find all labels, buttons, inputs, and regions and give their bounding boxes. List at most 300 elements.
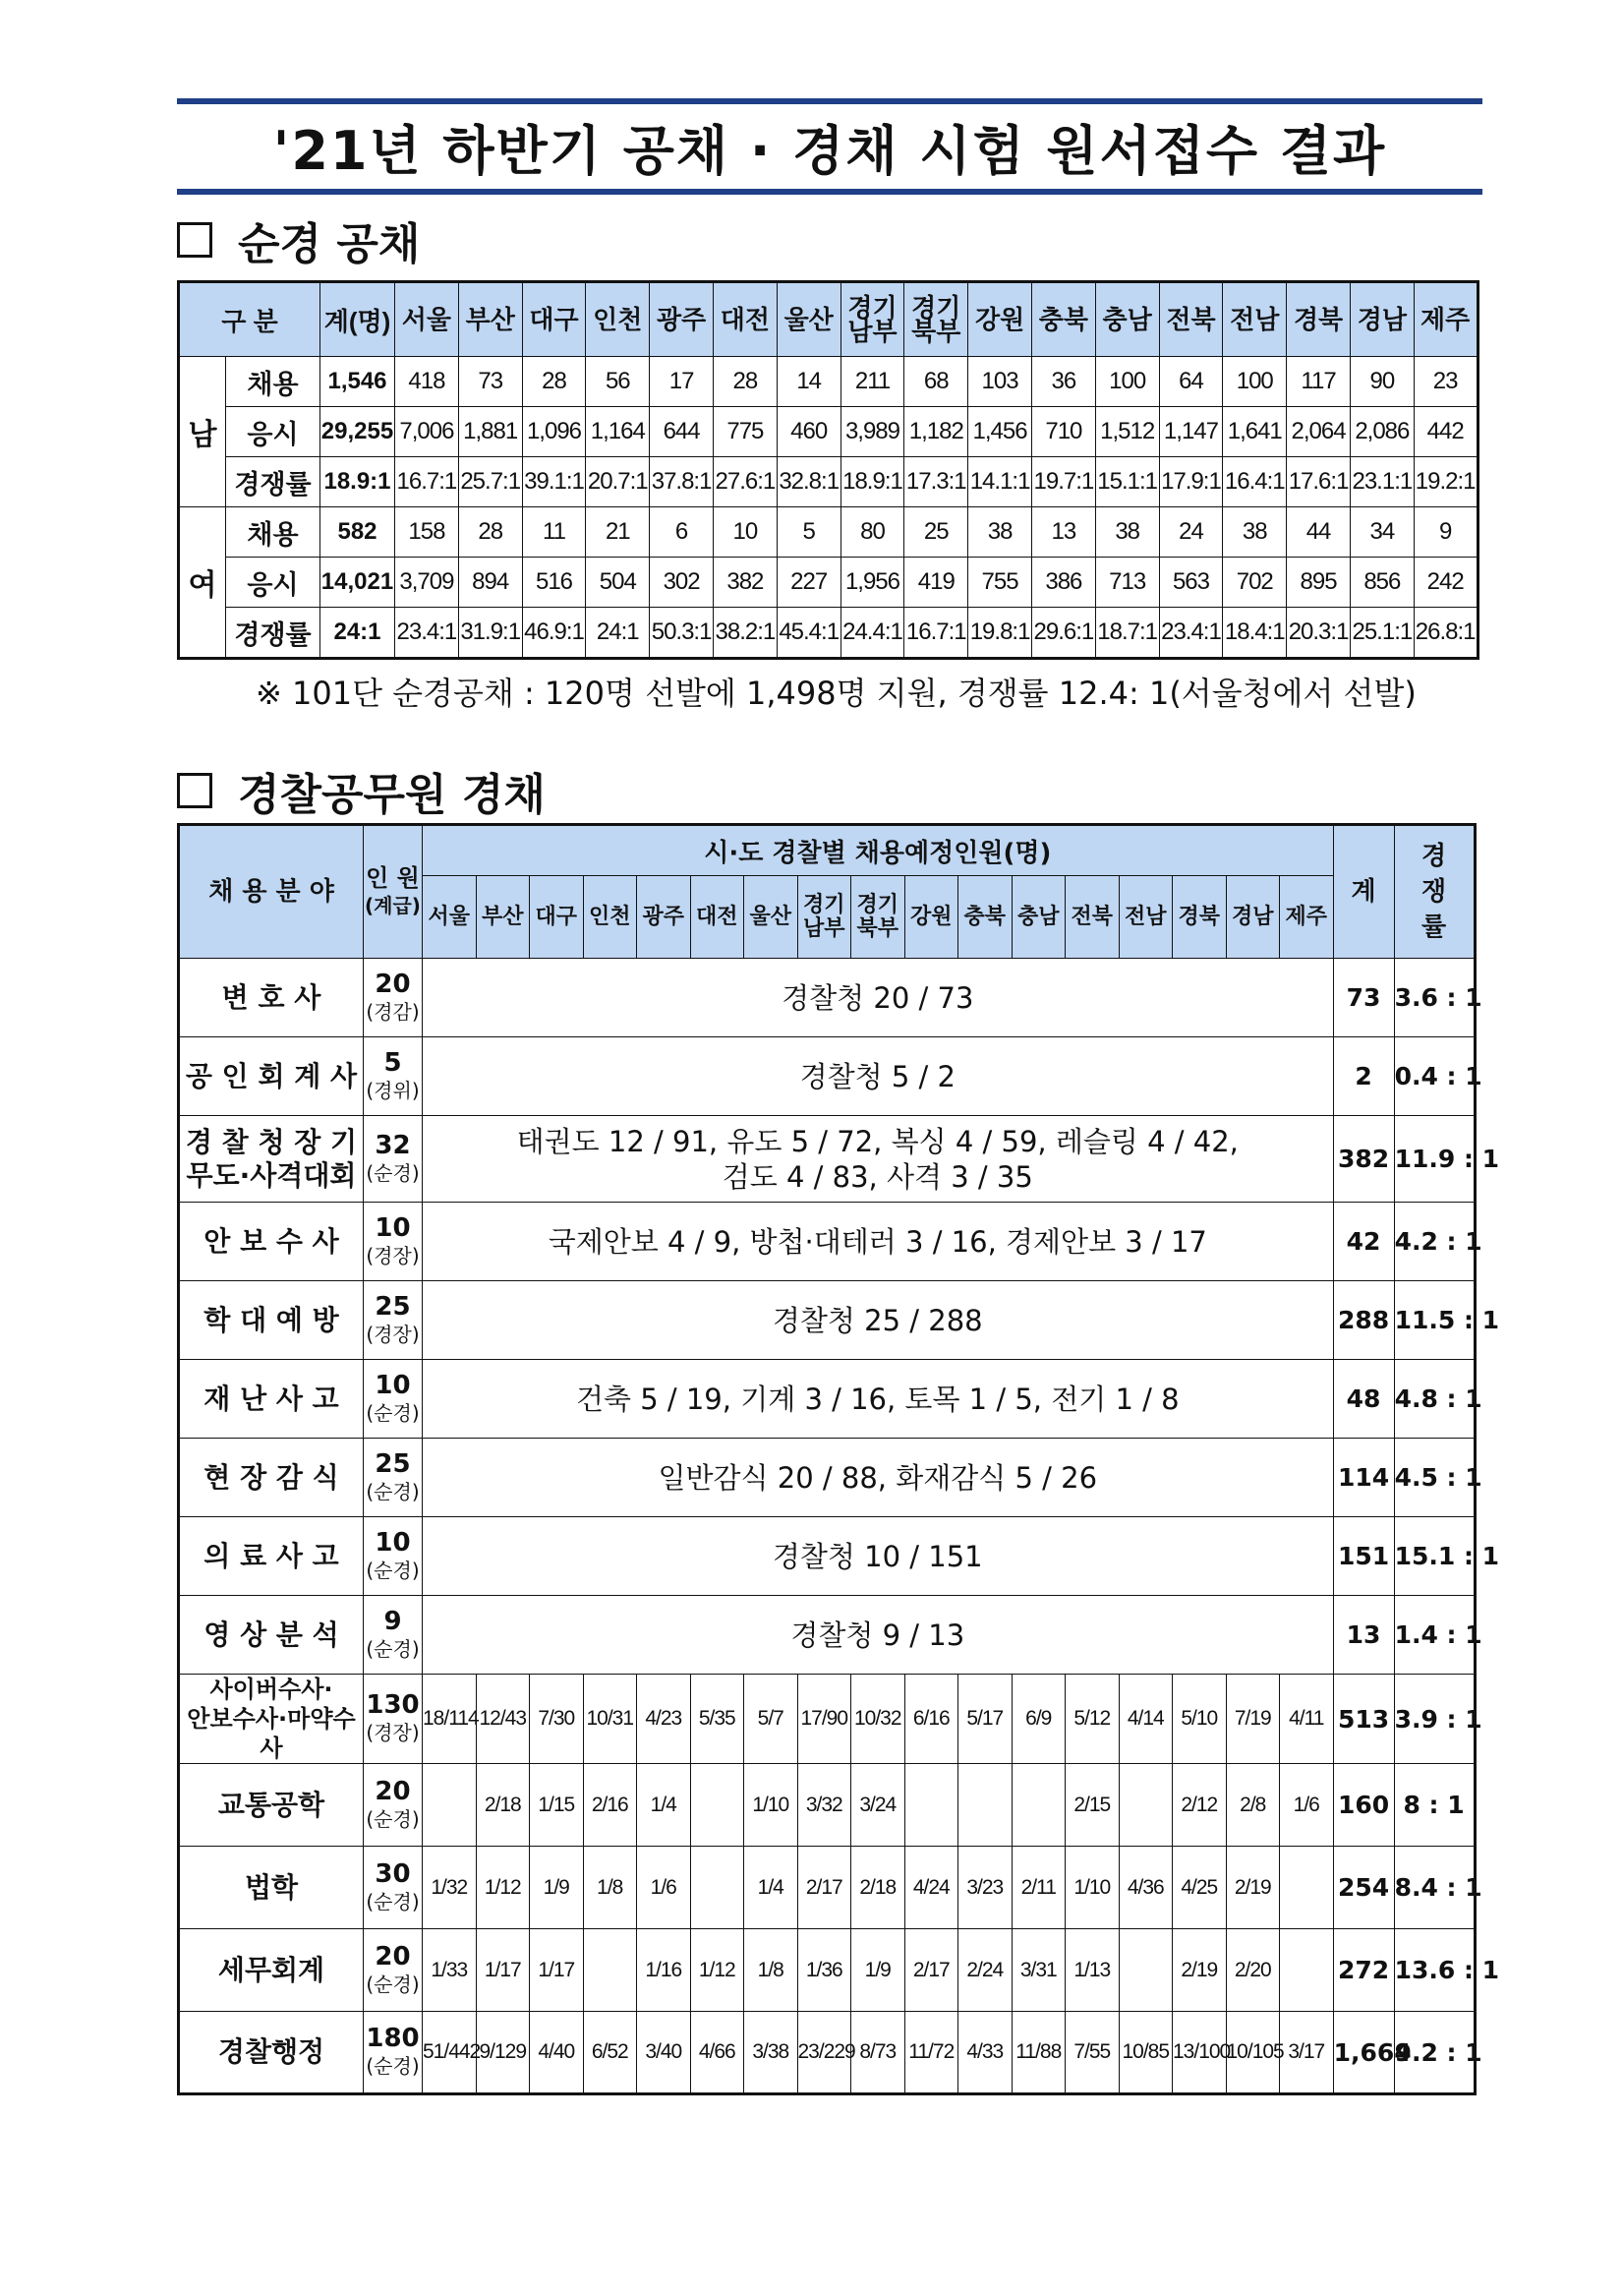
people-rank: (경위) xyxy=(366,1078,420,1102)
table-row xyxy=(179,507,1478,558)
cell-value: 1,182 xyxy=(904,407,968,457)
header-region: 경기 남부 xyxy=(840,282,904,357)
region-cell xyxy=(690,1847,744,1929)
region-cell: 2/17 xyxy=(797,1847,851,1929)
cell-value: 1,164 xyxy=(586,407,650,457)
header-people-label: 인 원 xyxy=(366,864,420,892)
header-region: 경남 xyxy=(1226,876,1280,959)
cell-value: 7,006 xyxy=(395,407,459,457)
cell-value: 24 xyxy=(1159,507,1223,558)
cell-value: 3,989 xyxy=(840,407,904,457)
people-rank: (순경) xyxy=(366,1479,420,1503)
cell-value: 25 xyxy=(904,507,968,558)
cell-value: 1,956 xyxy=(840,558,904,608)
people-count xyxy=(364,1847,423,1929)
cell-value: 14 xyxy=(777,357,840,407)
people-rank: (순경) xyxy=(366,1160,420,1185)
header-region: 경기 북부 xyxy=(851,876,905,959)
header-region: 서울 xyxy=(395,282,459,357)
region-cell: 7/30 xyxy=(530,1675,584,1764)
header-region: 충남 xyxy=(1095,282,1159,357)
region-cell: 2/20 xyxy=(1226,1929,1280,2012)
cell-value: 28 xyxy=(458,507,522,558)
header-people xyxy=(364,825,423,959)
region-cell: 4/40 xyxy=(530,2012,584,2094)
cell-value: 46.9:1 xyxy=(522,608,586,659)
region-cell: 1/33 xyxy=(423,1929,477,2012)
region-cell xyxy=(1280,1929,1334,2012)
region-cell: 1/32 xyxy=(423,1847,477,1929)
cell-value: 895 xyxy=(1287,558,1351,608)
people-number: 10 xyxy=(375,1370,411,1400)
region-cell: 1/8 xyxy=(744,1929,798,2012)
people-rank: (순경) xyxy=(366,1889,420,1913)
header-region: 경남 xyxy=(1350,282,1414,357)
header-region: 대전 xyxy=(713,282,777,357)
field-name: 영 상 분 석 xyxy=(179,1596,364,1675)
header-region: 대구 xyxy=(530,876,584,959)
people-count xyxy=(364,1596,423,1675)
cell-value: 17.6:1 xyxy=(1287,457,1351,507)
region-cell: 7/19 xyxy=(1226,1675,1280,1764)
people-rank: (순경) xyxy=(366,1972,420,1996)
cell-value: 894 xyxy=(458,558,522,608)
cell-value: 24.4:1 xyxy=(840,608,904,659)
note-101: ※ 101단 순경공채 : 120명 선발에 1,498명 지원, 경쟁률 12.4: 1(서울청에서 선발) xyxy=(256,675,1417,712)
region-cell: 3/23 xyxy=(958,1847,1013,1929)
region-cell: 3/38 xyxy=(744,2012,798,2094)
header-region: 제주 xyxy=(1280,876,1334,959)
cell-value: 17.9:1 xyxy=(1159,457,1223,507)
region-cell: 1/6 xyxy=(1280,1764,1334,1847)
region-cell: 4/66 xyxy=(690,2012,744,2094)
people-number: 10 xyxy=(375,1527,411,1558)
cell-value: 117 xyxy=(1287,357,1351,407)
section-heading-2 xyxy=(177,759,546,822)
table-row xyxy=(179,1764,1476,1847)
field-total: 254 xyxy=(1333,1847,1394,1929)
region-cell: 12/43 xyxy=(476,1675,530,1764)
cell-value: 28 xyxy=(713,357,777,407)
row-label: 응시 xyxy=(226,558,320,608)
region-cell: 1/6 xyxy=(637,1847,691,1929)
table-header-row xyxy=(179,825,1476,876)
header-region: 전남 xyxy=(1223,282,1287,357)
header-region: 울산 xyxy=(777,282,840,357)
people-count xyxy=(364,1203,423,1281)
people-count xyxy=(364,1037,423,1116)
header-total-2: 계 xyxy=(1333,825,1394,959)
row-label: 경쟁률 xyxy=(226,608,320,659)
field-name: 세무회계 xyxy=(179,1929,364,2012)
region-cell: 1/12 xyxy=(690,1929,744,2012)
cell-value: 242 xyxy=(1414,558,1478,608)
field-name: 공 인 회 계 사 xyxy=(179,1037,364,1116)
cell-value: 23 xyxy=(1414,357,1478,407)
region-cell: 2/8 xyxy=(1226,1764,1280,1847)
section-heading-1 xyxy=(177,208,420,271)
row-total: 582 xyxy=(320,507,395,558)
table-gyeongchae xyxy=(177,823,1500,2095)
field-description: 경찰청 20 / 73 xyxy=(423,959,1334,1037)
region-cell xyxy=(1012,1764,1066,1847)
people-count xyxy=(364,1675,423,1764)
field-total: 2 xyxy=(1333,1037,1394,1116)
cell-value: 19.2:1 xyxy=(1414,457,1478,507)
cell-value: 460 xyxy=(777,407,840,457)
field-description: 일반감식 20 / 88, 화재감식 5 / 26 xyxy=(423,1439,1334,1517)
cell-value: 16.7:1 xyxy=(904,608,968,659)
header-gubun: 구 분 xyxy=(179,282,320,357)
field-rate: 11.5 : 1 xyxy=(1394,1281,1475,1360)
header-region: 충남 xyxy=(1012,876,1066,959)
cell-value: 80 xyxy=(840,507,904,558)
field-description: 경찰청 9 / 13 xyxy=(423,1596,1334,1675)
cell-value: 24:1 xyxy=(586,608,650,659)
cell-value: 44 xyxy=(1287,507,1351,558)
field-rate: 4.5 : 1 xyxy=(1394,1439,1475,1517)
cell-value: 5 xyxy=(777,507,840,558)
cell-value: 50.3:1 xyxy=(650,608,714,659)
table-row xyxy=(179,1203,1476,1281)
cell-value: 56 xyxy=(586,357,650,407)
table-row xyxy=(179,1116,1476,1203)
cell-value: 21 xyxy=(586,507,650,558)
table-row xyxy=(179,1281,1476,1360)
region-cell: 1/9 xyxy=(530,1847,584,1929)
field-total: 272 xyxy=(1333,1929,1394,2012)
table-row xyxy=(179,407,1478,457)
region-cell: 1/9 xyxy=(851,1929,905,2012)
table-header-row xyxy=(179,282,1478,357)
people-count xyxy=(364,1360,423,1439)
row-total: 1,546 xyxy=(320,357,395,407)
region-cell xyxy=(904,1764,958,1847)
cell-value: 227 xyxy=(777,558,840,608)
field-name: 사이버수사· 안보수사·마약수사 xyxy=(179,1675,364,1764)
region-cell xyxy=(423,1764,477,1847)
header-region: 경기 북부 xyxy=(904,282,968,357)
region-cell: 1/10 xyxy=(1066,1847,1120,1929)
region-cell: 6/16 xyxy=(904,1675,958,1764)
people-rank: (순경) xyxy=(366,1558,420,1582)
cell-value: 1,147 xyxy=(1159,407,1223,457)
cell-value: 38 xyxy=(1095,507,1159,558)
cell-value: 29.6:1 xyxy=(1031,608,1095,659)
region-cell: 4/23 xyxy=(637,1675,691,1764)
field-name: 변 호 사 xyxy=(179,959,364,1037)
field-rate: 9.2 : 1 xyxy=(1394,2012,1475,2094)
region-cell: 6/52 xyxy=(583,2012,637,2094)
cell-value: 856 xyxy=(1350,558,1414,608)
cell-value: 39.1:1 xyxy=(522,457,586,507)
people-number: 180 xyxy=(366,2024,420,2053)
table-row xyxy=(179,1037,1476,1116)
cell-value: 38 xyxy=(1223,507,1287,558)
cell-value: 14.1:1 xyxy=(968,457,1032,507)
people-rank: (경장) xyxy=(366,1243,420,1267)
table-row xyxy=(179,558,1478,608)
cell-value: 158 xyxy=(395,507,459,558)
field-description: 경찰청 5 / 2 xyxy=(423,1037,1334,1116)
cell-value: 2,086 xyxy=(1350,407,1414,457)
cell-value: 38.2:1 xyxy=(713,608,777,659)
table-row xyxy=(179,2012,1476,2094)
cell-value: 2,064 xyxy=(1287,407,1351,457)
field-description: 경찰청 10 / 151 xyxy=(423,1517,1334,1596)
region-cell: 1/12 xyxy=(476,1847,530,1929)
field-name: 법학 xyxy=(179,1847,364,1929)
field-description: 태권도 12 / 91, 유도 5 / 72, 복싱 4 / 59, 레슬링 4 / 42, 검도 4 / 83, 사격 3 / 35 xyxy=(423,1116,1334,1203)
region-cell xyxy=(583,1929,637,2012)
cell-value: 20.7:1 xyxy=(586,457,650,507)
cell-value: 504 xyxy=(586,558,650,608)
region-cell: 9/129 xyxy=(476,2012,530,2094)
people-number: 130 xyxy=(366,1690,420,1720)
header-region: 대구 xyxy=(522,282,586,357)
header-region: 서울 xyxy=(423,876,477,959)
region-cell: 1/13 xyxy=(1066,1929,1120,2012)
people-rank: (경장) xyxy=(366,1322,420,1346)
header-region: 광주 xyxy=(650,282,714,357)
cell-value: 18.9:1 xyxy=(840,457,904,507)
region-cell xyxy=(690,1764,744,1847)
region-cell: 4/24 xyxy=(904,1847,958,1929)
people-number: 20 xyxy=(375,1941,411,1972)
cell-value: 10 xyxy=(713,507,777,558)
people-number: 20 xyxy=(375,1776,411,1806)
cell-value: 710 xyxy=(1031,407,1095,457)
region-cell xyxy=(958,1764,1013,1847)
field-name: 학 대 예 방 xyxy=(179,1281,364,1360)
region-cell: 2/12 xyxy=(1173,1764,1227,1847)
header-region: 대전 xyxy=(690,876,744,959)
people-number: 30 xyxy=(375,1858,411,1889)
field-name: 재 난 사 고 xyxy=(179,1360,364,1439)
cell-value: 23.4:1 xyxy=(395,608,459,659)
header-field: 채 용 분 야 xyxy=(179,825,364,959)
cell-value: 1,881 xyxy=(458,407,522,457)
region-cell: 2/11 xyxy=(1012,1847,1066,1929)
cell-value: 18.4:1 xyxy=(1223,608,1287,659)
region-cell: 4/36 xyxy=(1119,1847,1173,1929)
people-count xyxy=(364,1517,423,1596)
header-region: 부산 xyxy=(458,282,522,357)
people-count xyxy=(364,1281,423,1360)
region-cell: 2/15 xyxy=(1066,1764,1120,1847)
people-rank: (순경) xyxy=(366,2054,420,2078)
cell-value: 15.1:1 xyxy=(1095,457,1159,507)
region-cell: 1/4 xyxy=(637,1764,691,1847)
cell-value: 17.3:1 xyxy=(904,457,968,507)
region-cell: 2/18 xyxy=(476,1764,530,1847)
table-row xyxy=(179,1360,1476,1439)
people-rank: (순경) xyxy=(366,1400,420,1425)
cell-value: 6 xyxy=(650,507,714,558)
cell-value: 27.6:1 xyxy=(713,457,777,507)
field-total: 1,664 xyxy=(1333,2012,1394,2094)
cell-value: 25.7:1 xyxy=(458,457,522,507)
cell-value: 90 xyxy=(1350,357,1414,407)
region-cell: 7/55 xyxy=(1066,2012,1120,2094)
cell-value: 64 xyxy=(1159,357,1223,407)
region-cell: 11/72 xyxy=(904,2012,958,2094)
header-region: 충북 xyxy=(1031,282,1095,357)
table-row xyxy=(179,457,1478,507)
cell-value: 37.8:1 xyxy=(650,457,714,507)
region-cell: 17/90 xyxy=(797,1675,851,1764)
cell-value: 16.7:1 xyxy=(395,457,459,507)
cell-value: 713 xyxy=(1095,558,1159,608)
field-description: 국제안보 4 / 9, 방첩·대테러 3 / 16, 경제안보 3 / 17 xyxy=(423,1203,1334,1281)
cell-value: 13 xyxy=(1031,507,1095,558)
table-row xyxy=(179,1675,1476,1764)
region-cell: 3/32 xyxy=(797,1764,851,1847)
row-total: 18.9:1 xyxy=(320,457,395,507)
region-cell: 2/19 xyxy=(1173,1929,1227,2012)
people-rank: (순경) xyxy=(366,1636,420,1661)
region-cell xyxy=(1119,1929,1173,2012)
header-region: 울산 xyxy=(744,876,798,959)
cell-value: 31.9:1 xyxy=(458,608,522,659)
row-total: 24:1 xyxy=(320,608,395,659)
people-rank: (경감) xyxy=(366,999,420,1024)
table-row xyxy=(179,608,1478,659)
field-name: 안 보 수 사 xyxy=(179,1203,364,1281)
people-number: 9 xyxy=(383,1606,402,1636)
table-row xyxy=(179,1596,1476,1675)
field-name: 경 찰 청 장 기 무도·사격대회 xyxy=(179,1116,364,1203)
cell-value: 17 xyxy=(650,357,714,407)
region-cell: 5/12 xyxy=(1066,1675,1120,1764)
region-cell: 10/32 xyxy=(851,1675,905,1764)
field-total: 13 xyxy=(1333,1596,1394,1675)
field-total: 48 xyxy=(1333,1360,1394,1439)
header-region: 강원 xyxy=(968,282,1032,357)
cell-value: 3,709 xyxy=(395,558,459,608)
region-cell xyxy=(1280,1847,1334,1929)
cell-value: 34 xyxy=(1350,507,1414,558)
field-rate: 8.4 : 1 xyxy=(1394,1847,1475,1929)
region-cell: 3/40 xyxy=(637,2012,691,2094)
header-region: 전남 xyxy=(1119,876,1173,959)
field-rate: 0.4 : 1 xyxy=(1394,1037,1475,1116)
region-cell: 3/17 xyxy=(1280,2012,1334,2094)
page-title: '21년 하반기 공채 · 경채 시험 원서접수 결과 xyxy=(272,119,1387,182)
region-cell: 11/88 xyxy=(1012,2012,1066,2094)
cell-value: 45.4:1 xyxy=(777,608,840,659)
cell-value: 211 xyxy=(840,357,904,407)
region-cell: 2/17 xyxy=(904,1929,958,2012)
cell-value: 563 xyxy=(1159,558,1223,608)
header-region: 충북 xyxy=(958,876,1013,959)
header-people-sub: (계급) xyxy=(365,894,421,917)
section1-heading: 순경 공채 xyxy=(238,219,421,269)
region-cell: 10/85 xyxy=(1119,2012,1173,2094)
region-cell: 2/24 xyxy=(958,1929,1013,2012)
cell-value: 32.8:1 xyxy=(777,457,840,507)
cell-value: 418 xyxy=(395,357,459,407)
section2-heading: 경찰공무원 경채 xyxy=(238,770,546,820)
header-region: 전북 xyxy=(1066,876,1120,959)
field-rate: 4.2 : 1 xyxy=(1394,1203,1475,1281)
people-number: 25 xyxy=(375,1291,411,1322)
sex-label: 남 xyxy=(179,357,226,507)
cell-value: 1,641 xyxy=(1223,407,1287,457)
region-cell: 5/17 xyxy=(958,1675,1013,1764)
field-rate: 1.4 : 1 xyxy=(1394,1596,1475,1675)
checkbox-square-icon xyxy=(177,773,212,808)
row-total: 29,255 xyxy=(320,407,395,457)
region-cell: 4/25 xyxy=(1173,1847,1227,1929)
people-count xyxy=(364,2012,423,2094)
cell-value: 442 xyxy=(1414,407,1478,457)
header-region: 제주 xyxy=(1414,282,1478,357)
region-cell: 1/4 xyxy=(744,1847,798,1929)
region-cell: 1/15 xyxy=(530,1764,584,1847)
region-cell: 2/18 xyxy=(851,1847,905,1929)
table-row xyxy=(179,1929,1476,2012)
header-region: 경북 xyxy=(1287,282,1351,357)
checkbox-square-icon xyxy=(177,222,212,258)
region-cell: 1/16 xyxy=(637,1929,691,2012)
table-sungyeong xyxy=(177,280,1479,660)
field-rate: 13.6 : 1 xyxy=(1394,1929,1475,2012)
cell-value: 38 xyxy=(968,507,1032,558)
table-row xyxy=(179,1517,1476,1596)
people-number: 5 xyxy=(383,1047,402,1078)
people-rank: (순경) xyxy=(366,1806,420,1831)
people-number: 32 xyxy=(375,1130,411,1160)
people-number: 10 xyxy=(375,1212,411,1243)
sex-label: 여 xyxy=(179,507,226,659)
region-cell: 5/35 xyxy=(690,1675,744,1764)
people-count xyxy=(364,1116,423,1203)
row-total: 14,021 xyxy=(320,558,395,608)
header-regions-title: 시·도 경찰별 채용예정인원(명) xyxy=(423,825,1334,876)
field-rate: 11.9 : 1 xyxy=(1394,1116,1475,1203)
field-total: 513 xyxy=(1333,1675,1394,1764)
field-total: 288 xyxy=(1333,1281,1394,1360)
cell-value: 100 xyxy=(1095,357,1159,407)
title-banner xyxy=(177,98,1482,195)
region-cell: 13/100 xyxy=(1173,2012,1227,2094)
region-cell: 18/114 xyxy=(423,1675,477,1764)
field-total: 42 xyxy=(1333,1203,1394,1281)
cell-value: 419 xyxy=(904,558,968,608)
field-total: 160 xyxy=(1333,1764,1394,1847)
field-rate: 3.6 : 1 xyxy=(1394,959,1475,1037)
region-cell: 4/14 xyxy=(1119,1675,1173,1764)
field-total: 151 xyxy=(1333,1517,1394,1596)
header-rate: 경 쟁 률 xyxy=(1394,825,1475,959)
field-rate: 4.8 : 1 xyxy=(1394,1360,1475,1439)
field-name: 의 료 사 고 xyxy=(179,1517,364,1596)
table-row xyxy=(179,1847,1476,1929)
region-cell: 1/8 xyxy=(583,1847,637,1929)
header-region: 전북 xyxy=(1159,282,1223,357)
cell-value: 100 xyxy=(1223,357,1287,407)
field-name: 경찰행정 xyxy=(179,2012,364,2094)
region-cell: 8/73 xyxy=(851,2012,905,2094)
row-label: 채용 xyxy=(226,357,320,407)
cell-value: 28 xyxy=(522,357,586,407)
cell-value: 1,096 xyxy=(522,407,586,457)
cell-value: 755 xyxy=(968,558,1032,608)
cell-value: 19.7:1 xyxy=(1031,457,1095,507)
region-cell: 23/229 xyxy=(797,2012,851,2094)
field-description: 경찰청 25 / 288 xyxy=(423,1281,1334,1360)
